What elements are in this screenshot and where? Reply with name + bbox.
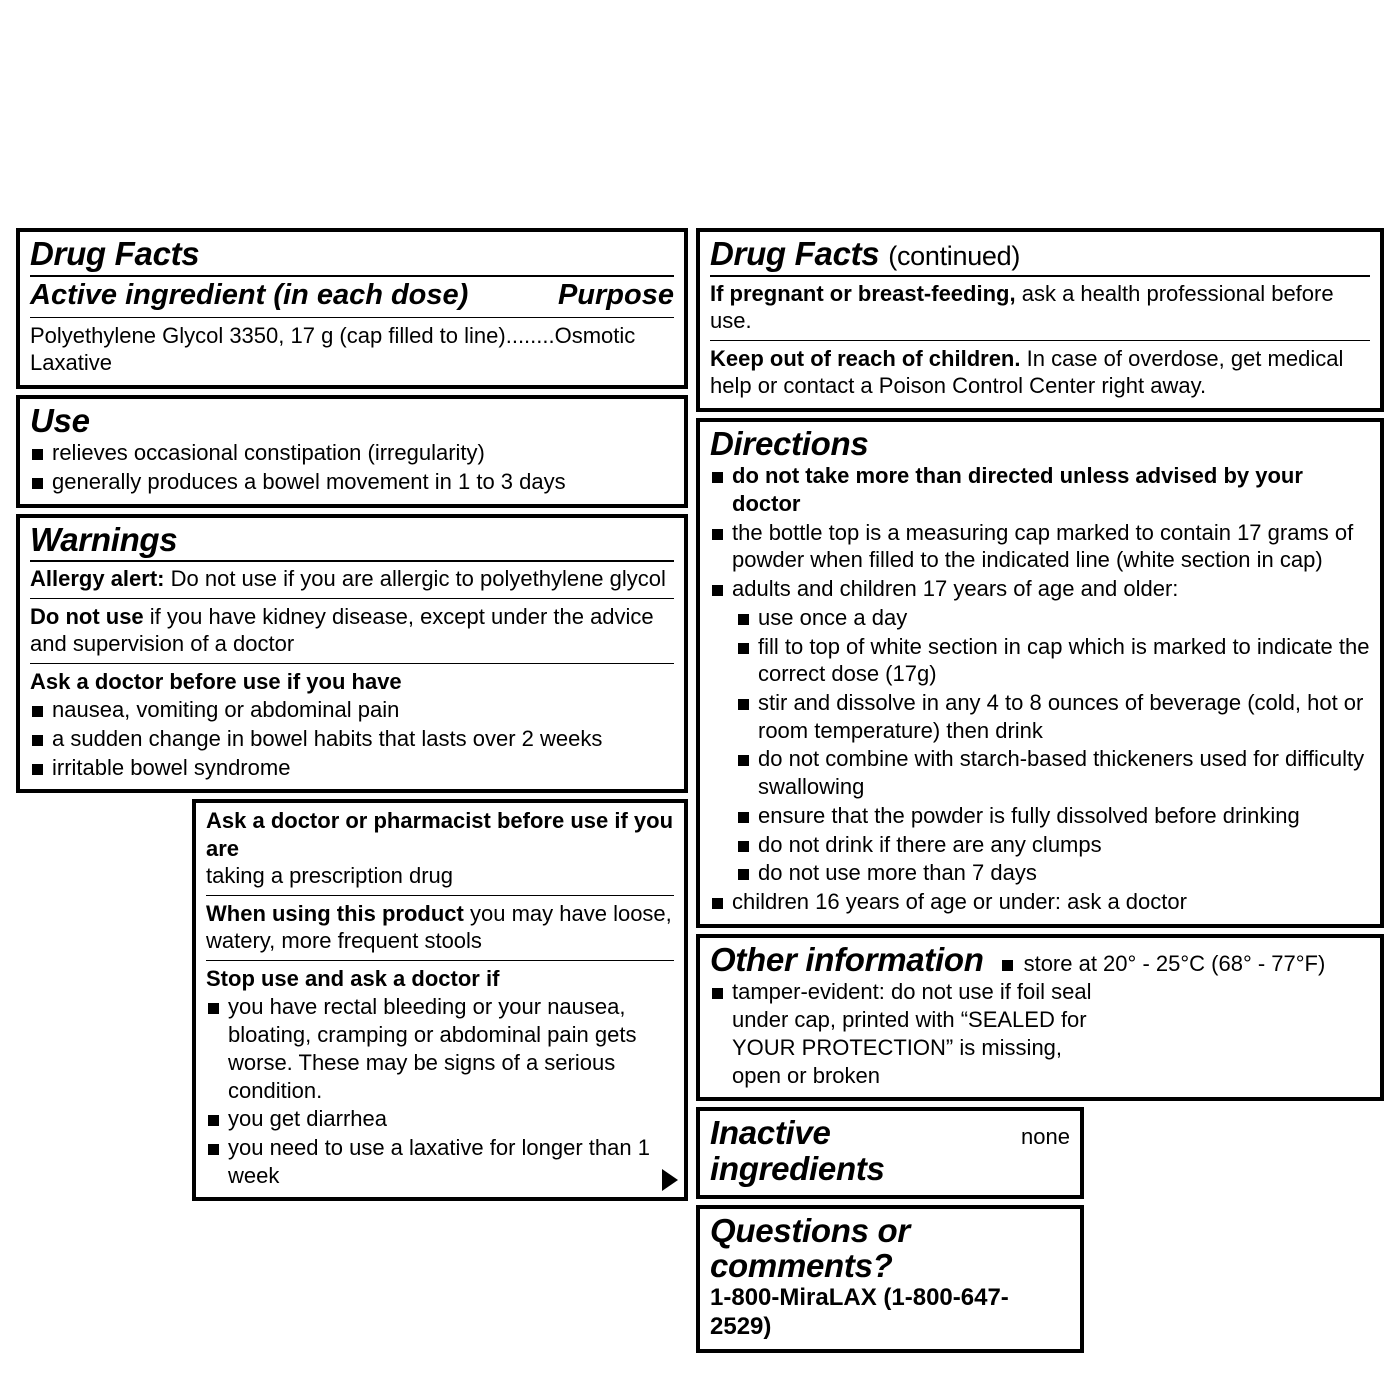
when-using-label: When using this product	[206, 900, 464, 926]
storage-text: store at 20° - 25°C (68° - 77°F)	[1002, 951, 1326, 977]
inactive-ingredients-title: Inactive ingredients	[710, 1114, 885, 1187]
list-item: do not drink if there are any clumps	[736, 831, 1370, 859]
divider	[30, 275, 674, 277]
page-title: Drug Facts	[30, 235, 200, 272]
list-item: you have rectal bleeding or your nausea, bloating, cramping or abdominal pain gets worse. These may be signs of a serious condition.	[206, 993, 674, 1104]
pregnant-text: ask a health professional before use.	[710, 280, 1334, 334]
other-information-header	[710, 942, 1370, 978]
questions-box	[696, 1205, 1084, 1354]
use-title: Use	[30, 401, 90, 439]
stop-use-list	[206, 993, 674, 1189]
do-not-use	[30, 603, 674, 658]
ask-pharmacist-text: taking a prescription drug	[206, 863, 454, 889]
left-column	[16, 228, 688, 1201]
label-columns	[16, 228, 1384, 1353]
other-information-box	[696, 934, 1384, 1102]
allergy-alert-text: Do not use if you are allergic to polyethylene glycol	[170, 566, 666, 592]
right-column	[696, 228, 1384, 1353]
list-item: stir and dissolve in any 4 to 8 ounces of beverage (cold, hot or room temperature) then drink	[736, 689, 1370, 744]
list-item: do not combine with starch-based thickeners used for difficulty swallowing	[736, 745, 1370, 800]
ask-pharmacist	[206, 807, 674, 890]
divider	[30, 663, 674, 664]
divider	[710, 275, 1370, 277]
list-item: tamper-evident: do not use if foil seal under cap, printed with “SEALED for YOUR PROTECTION” is missing, open or broken	[710, 978, 1100, 1089]
drug-facts-title: Drug Facts	[710, 235, 880, 272]
list-item: generally produces a bowel movement in 1 to 3 days	[30, 468, 674, 496]
list-item: do not take more than directed unless advised by your doctor	[710, 462, 1370, 517]
do-not-use-label: Do not use	[30, 603, 144, 629]
list-item: fill to top of white section in cap which is marked to indicate the correct dose (17g)	[736, 633, 1370, 688]
directions-sub-list	[736, 604, 1370, 887]
do-not-use-text: if you have kidney disease, except under the advice and supervision of a doctor	[30, 603, 654, 657]
when-using-text: you may have loose, watery, more frequent stools	[206, 900, 672, 954]
purpose-heading: Purpose	[557, 278, 674, 311]
other-information-list	[710, 978, 1100, 1089]
list-item: relieves occasional constipation (irregularity)	[30, 439, 674, 467]
use-box	[16, 395, 688, 508]
pregnant-warning	[710, 280, 1370, 335]
divider	[206, 960, 674, 961]
directions-box	[696, 418, 1384, 928]
directions-last-list	[710, 888, 1370, 916]
divider	[710, 340, 1370, 341]
continued-label: (continued)	[888, 241, 1021, 271]
list-item: nausea, vomiting or abdominal pain	[30, 696, 674, 724]
drug-facts-label	[16, 228, 1384, 1353]
divider	[206, 895, 674, 896]
questions-title: Questions or comments?	[710, 1211, 910, 1285]
directions-title: Directions	[710, 424, 869, 462]
list-item: adults and children 17 years of age and older:	[710, 575, 1370, 603]
ask-doctor-label: Ask a doctor before use if you have	[30, 668, 402, 694]
allergy-alert-label: Allergy alert:	[30, 566, 165, 592]
continue-arrow-icon	[662, 1169, 678, 1191]
page-title-continued	[710, 236, 1370, 272]
warnings-continuation-wrap	[192, 799, 688, 1201]
active-ingredient-header	[30, 280, 674, 312]
warnings-title: Warnings	[30, 520, 178, 558]
list-item: do not use more than 7 days	[736, 859, 1370, 887]
active-ingredient-line: Polyethylene Glycol 3350, 17 g (cap filled to line)........Osmotic Laxative	[30, 322, 636, 376]
continued-box	[696, 228, 1384, 412]
other-information-title: Other information	[710, 940, 984, 978]
list-item: you get diarrhea	[206, 1105, 674, 1133]
divider	[30, 317, 674, 318]
list-item: a sudden change in bowel habits that lasts over 2 weeks	[30, 725, 674, 753]
inactive-ingredients-header	[710, 1115, 1070, 1186]
use-list	[30, 439, 674, 495]
when-using-product	[206, 900, 674, 955]
keep-out-text: In case of overdose, get medical help or contact a Poison Control Center right away.	[710, 345, 1344, 399]
ask-doctor-list	[30, 696, 674, 781]
active-ingredient-heading: Active ingredient (in each dose)	[30, 278, 469, 311]
list-item: use once a day	[736, 604, 1370, 632]
list-item: you need to use a laxative for longer than 1 week	[206, 1134, 674, 1189]
directions-list	[710, 462, 1370, 603]
divider	[30, 598, 674, 599]
ask-pharmacist-label: Ask a doctor or pharmacist before use if you are	[206, 808, 674, 861]
active-ingredient-box	[16, 228, 688, 389]
keep-out-label: Keep out of reach of children.	[710, 345, 1021, 371]
inactive-ingredients-box	[696, 1107, 1084, 1198]
allergy-alert	[30, 565, 674, 593]
list-item: children 16 years of age or under: ask a doctor	[710, 888, 1370, 916]
list-item: irritable bowel syndrome	[30, 754, 674, 782]
pregnant-label: If pregnant or breast-feeding,	[710, 280, 1016, 306]
list-item: ensure that the powder is fully dissolved before drinking	[736, 802, 1370, 830]
keep-out-of-reach	[710, 345, 1370, 400]
stop-use-label: Stop use and ask a doctor if	[206, 965, 500, 991]
warnings-box	[16, 514, 688, 794]
list-item: the bottle top is a measuring cap marked to contain 17 grams of powder when filled to the indicated line (white section in cap)	[710, 519, 1370, 574]
inactive-ingredients-value: none	[1021, 1124, 1070, 1150]
divider	[30, 560, 674, 562]
questions-phone: 1-800-MiraLAX (1-800-647-2529)	[710, 1283, 1009, 1340]
warnings-continuation-box	[192, 799, 688, 1201]
